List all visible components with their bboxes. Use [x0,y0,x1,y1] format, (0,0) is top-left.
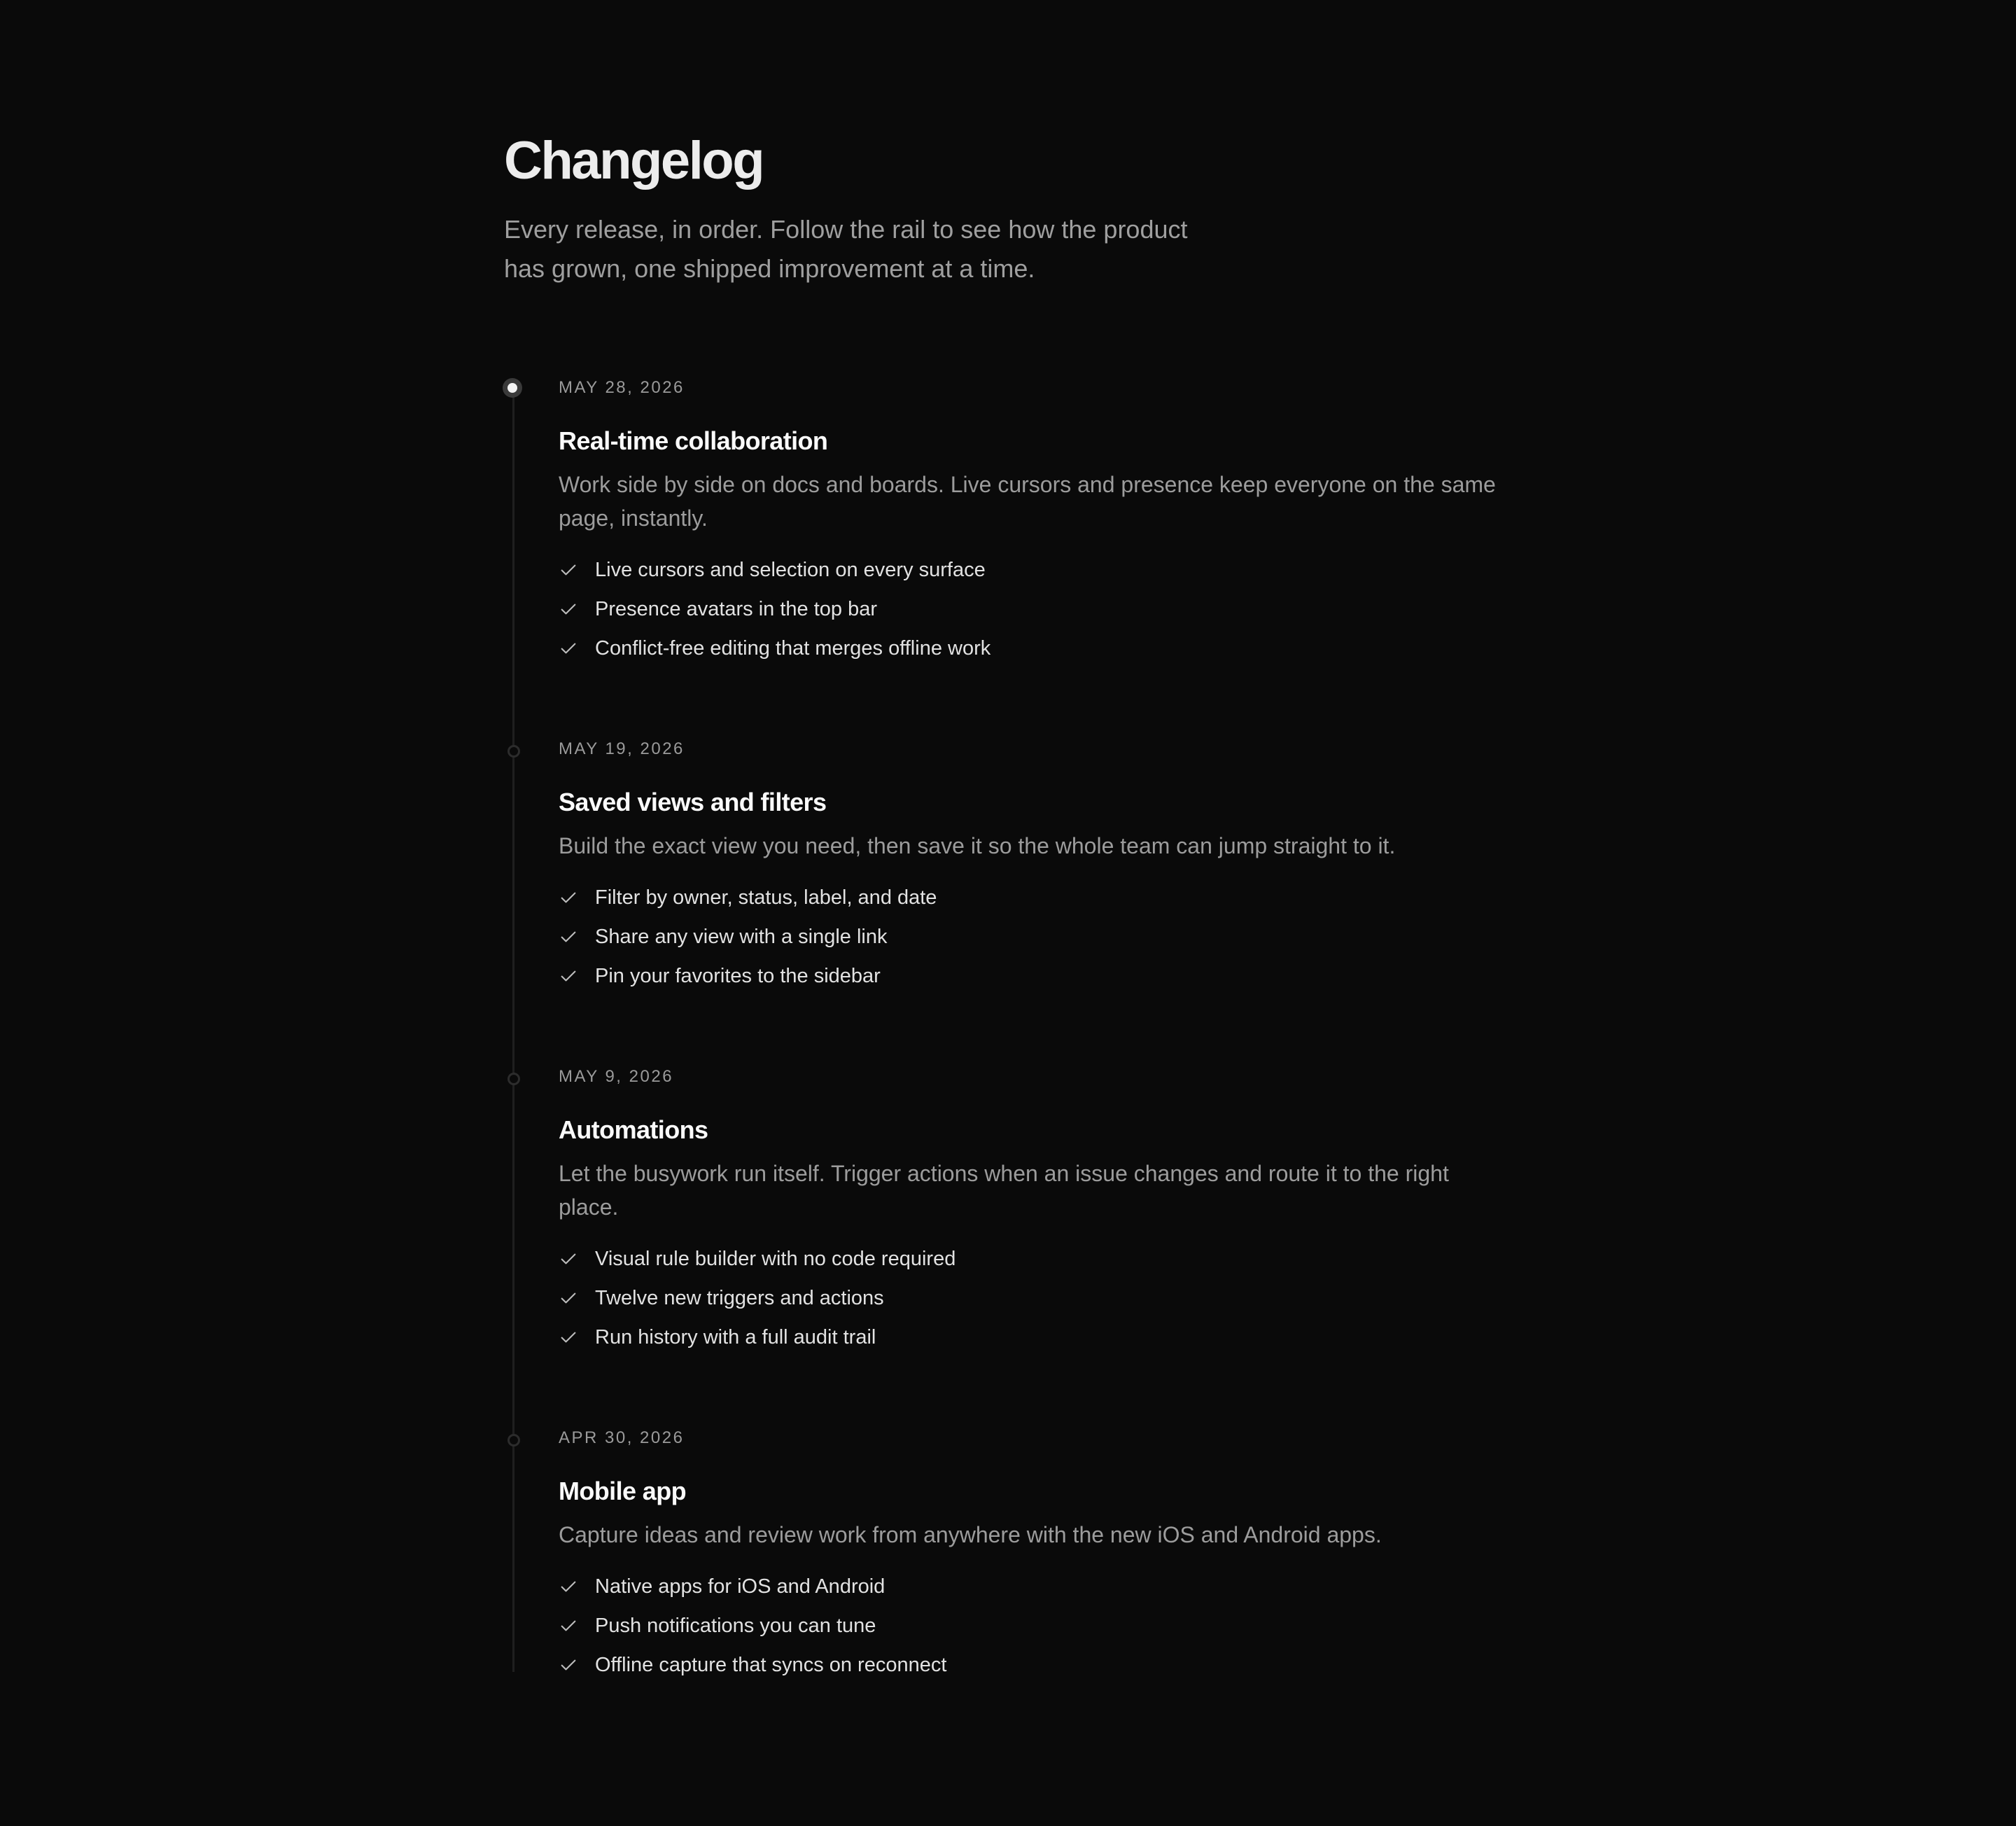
feature-label: Conflict-free editing that merges offline work [595,636,991,660]
feature-label: Visual rule builder with no code required [595,1247,956,1270]
feature-label: Live cursors and selection on every surface [595,558,986,581]
feature-item [559,878,1512,917]
feature-label: Twelve new triggers and actions [595,1286,884,1309]
feature-item [559,1318,1512,1357]
feature-label: Push notifications you can tune [595,1614,876,1637]
entry-title: Automations [559,1115,708,1144]
changelog-entry [504,1428,1512,1756]
check-icon [559,1288,578,1308]
timeline-dot [507,1073,520,1085]
feature-list [559,1239,1512,1357]
check-icon [559,1249,578,1269]
check-icon [559,966,578,986]
page-subtitle: Every release, in order. Follow the rail to see how the product has grown, one shipped improvement at a time. [504,215,1188,283]
feature-item [559,1567,1512,1606]
check-icon [559,888,578,907]
entry-description: Build the exact view you need, then save it so the whole team can jump straight to it. [559,833,1396,858]
changelog-entry [504,1067,1512,1428]
feature-label: Filter by owner, status, label, and date [595,886,937,909]
entry-date: MAY 19, 2026 [559,739,685,758]
feature-label: Run history with a full audit trail [595,1325,876,1348]
feature-label: Native apps for iOS and Android [595,1575,886,1598]
check-icon [559,1577,578,1596]
feature-item [559,917,1512,956]
entry-description: Work side by side on docs and boards. Live cursors and presence keep everyone on the same page, instantly. [559,472,1496,531]
check-icon [559,927,578,947]
check-icon [559,1616,578,1636]
check-icon [559,639,578,658]
changelog-page [504,126,1512,1756]
entry-description: Let the busywork run itself. Trigger actions when an issue changes and route it to the right place. [559,1161,1449,1220]
feature-list [559,1567,1512,1685]
entry-date: MAY 28, 2026 [559,378,685,397]
check-icon [559,1655,578,1675]
entry-title: Real-time collaboration [559,426,828,455]
feature-label: Pin your favorites to the sidebar [595,964,881,987]
feature-item [559,1606,1512,1645]
timeline-dot [507,745,520,758]
feature-item [559,590,1512,629]
changelog-entry [504,739,1512,1067]
entry-date: APR 30, 2026 [559,1428,685,1447]
timeline-dot [507,1434,520,1447]
feature-label: Presence avatars in the top bar [595,597,878,620]
feature-item [559,550,1512,590]
entry-title: Mobile app [559,1477,686,1505]
entry-title: Saved views and filters [559,788,827,816]
feature-list [559,878,1512,996]
feature-list [559,550,1512,668]
entry-date: MAY 9, 2026 [559,1067,674,1086]
feature-item [559,1645,1512,1685]
check-icon [559,560,578,580]
feature-label: Offline capture that syncs on reconnect [595,1653,947,1676]
timeline [504,378,1512,1756]
check-icon [559,599,578,619]
page-title: Changelog [504,131,764,190]
feature-item [559,629,1512,668]
timeline-dot-active [503,378,522,398]
check-icon [559,1327,578,1347]
feature-item [559,1278,1512,1318]
entry-description: Capture ideas and review work from anywhere with the new iOS and Android apps. [559,1522,1382,1547]
feature-label: Share any view with a single link [595,925,888,948]
changelog-entry [504,378,1512,739]
feature-item [559,956,1512,996]
feature-item [559,1239,1512,1278]
